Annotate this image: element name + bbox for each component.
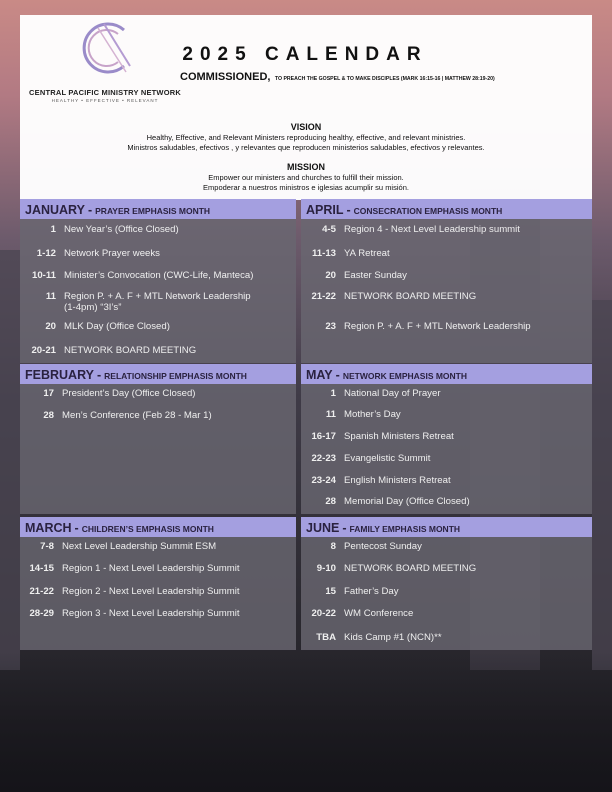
event-text: MLK Day (Office Closed) (64, 321, 170, 332)
event-row (301, 496, 470, 507)
event-text: Region 3 - Next Level Leadership Summit (62, 608, 240, 619)
event-text: Easter Sunday (344, 270, 407, 281)
event-row (20, 410, 212, 421)
event-text: YA Retreat (344, 248, 390, 259)
event-row (20, 270, 253, 281)
event-date: 20-22 (311, 608, 336, 619)
event-date: 22-23 (311, 453, 336, 464)
month-header: FEBRUARY - RELATIONSHIP EMPHASIS MONTH (20, 364, 296, 384)
event-date: 16-17 (311, 431, 336, 442)
event-text: Region 4 - Next Level Leadership summit (344, 224, 520, 235)
event-text: English Ministers Retreat (344, 475, 451, 486)
event-date: 17 (43, 388, 54, 399)
event-date: 15 (325, 586, 336, 597)
event-date: 23 (325, 321, 336, 332)
event-row (20, 541, 216, 552)
event-text: New Year’s (Office Closed) (64, 224, 179, 235)
event-text: Minister’s Convocation (CWC-Life, Manteca) (64, 270, 254, 281)
background-building (0, 250, 20, 670)
event-row (20, 563, 240, 574)
month-emphasis: PRAYER EMPHASIS MONTH (95, 206, 211, 216)
month-panel-may (301, 364, 592, 514)
event-row (301, 475, 451, 486)
month-panel-june (301, 517, 592, 650)
month-name: FEBRUARY (25, 368, 94, 382)
network-logo-icon (82, 18, 138, 78)
event-date: 14-15 (29, 563, 54, 574)
org-tagline: HEALTHY • EFFECTIVE • RELEVANT (51, 98, 159, 103)
month-header: APRIL - CONSECRATION EMPHASIS MONTH (301, 199, 592, 219)
event-text: Region 2 - Next Level Leadership Summit (62, 586, 240, 597)
page-subtitle (180, 67, 580, 85)
event-row (301, 248, 390, 259)
month-name: JANUARY (25, 203, 85, 217)
event-text: National Day of Prayer (344, 388, 441, 399)
event-text: Mother’s Day (344, 409, 401, 420)
event-row (301, 453, 430, 464)
event-date: 1 (330, 388, 336, 399)
event-date: 1 (50, 224, 56, 235)
month-emphasis: FAMILY EMPHASIS MONTH (349, 524, 461, 534)
month-name: MARCH (25, 521, 72, 535)
event-text: Network Prayer weeks (64, 248, 160, 259)
event-row (301, 632, 442, 643)
mission-line-english: Empower our ministers and churches to fulfill their mission. (208, 173, 404, 182)
event-row (301, 270, 407, 281)
event-date: 28 (43, 410, 54, 421)
event-date: 20-21 (31, 345, 56, 356)
event-row (20, 248, 160, 259)
event-row (301, 541, 422, 552)
event-row (20, 224, 179, 235)
subtitle-main: COMMISSIONED, (180, 71, 271, 83)
event-row (301, 291, 476, 302)
event-date: 21-22 (311, 291, 336, 302)
month-name: APRIL (306, 203, 344, 217)
event-text: NETWORK BOARD MEETING (64, 345, 197, 356)
event-date: 8 (330, 541, 336, 552)
event-row (20, 345, 196, 356)
event-text (56, 291, 251, 313)
event-row (301, 321, 531, 332)
event-row (301, 608, 413, 619)
event-row (301, 563, 476, 574)
event-date: 1-12 (36, 248, 56, 259)
month-panel-march (20, 517, 296, 650)
event-text: Evangelistic Summit (344, 453, 431, 464)
event-date: 20 (325, 270, 336, 281)
event-row (301, 224, 520, 235)
month-header: JUNE - FAMILY EMPHASIS MONTH (301, 517, 592, 537)
org-name: CENTRAL PACIFIC MINISTRY NETWORK (29, 88, 181, 97)
event-date: 4-5 (322, 224, 336, 235)
event-row (20, 388, 195, 399)
event-row (301, 388, 441, 399)
month-header: JANUARY - PRAYER EMPHASIS MONTH (20, 199, 296, 219)
event-row (301, 586, 399, 597)
month-name: JUNE (306, 521, 340, 535)
event-text-line: Region P. + A. F + MTL Network Leadership (64, 291, 251, 302)
background-city-lights (0, 652, 612, 792)
event-date: 11 (45, 291, 56, 302)
event-row (20, 321, 170, 332)
event-text: President’s Day (Office Closed) (62, 388, 196, 399)
vision-heading: VISION (290, 122, 322, 132)
event-date: 11-13 (311, 248, 336, 259)
event-text: Region P. + A. F + MTL Network Leadership (344, 321, 531, 332)
event-date: 7-8 (40, 541, 54, 552)
event-date: 23-24 (311, 475, 336, 486)
page-title: 2025 CALENDAR (182, 44, 428, 65)
event-row (301, 431, 454, 442)
vision-line-english: Healthy, Effective, and Relevant Ministers reproducing healthy, effective, and relevant ministries. (146, 133, 466, 142)
month-emphasis: NETWORK EMPHASIS MONTH (342, 371, 468, 381)
month-panel-february (20, 364, 296, 514)
event-text: Memorial Day (Office Closed) (344, 496, 470, 507)
month-panel-april (301, 199, 592, 363)
event-date: 10-11 (31, 270, 56, 281)
mission-line-spanish: Empoderar a nuestros ministros e iglesias acumplir su misión. (203, 183, 409, 192)
mission-heading: MISSION (286, 162, 325, 172)
event-date: 28 (325, 496, 336, 507)
month-panel-january (20, 199, 296, 363)
event-text: Spanish Ministers Retreat (344, 431, 454, 442)
event-date: 20 (45, 321, 56, 332)
event-text: WM Conference (344, 608, 414, 619)
event-row (301, 409, 401, 420)
month-name: MAY (306, 368, 333, 382)
event-row (20, 586, 240, 597)
event-date: 11 (325, 409, 336, 420)
month-emphasis: CHILDREN’S EMPHASIS MONTH (81, 524, 214, 534)
event-text: Pentecost Sunday (344, 541, 422, 552)
event-text: Kids Camp #1 (NCN)** (344, 632, 442, 643)
event-text: Father’s Day (344, 586, 399, 597)
event-text-line: (1-4pm) “3I’s” (64, 302, 122, 313)
event-date: 9-10 (316, 563, 336, 574)
event-date: 28-29 (29, 608, 54, 619)
event-row (20, 291, 251, 313)
event-text: NETWORK BOARD MEETING (344, 563, 477, 574)
month-header: MARCH - CHILDREN’S EMPHASIS MONTH (20, 517, 296, 537)
month-emphasis: RELATIONSHIP EMPHASIS MONTH (104, 371, 247, 381)
event-text: Men’s Conference (Feb 28 - Mar 1) (62, 410, 212, 421)
month-header: MAY - NETWORK EMPHASIS MONTH (301, 364, 592, 384)
event-date: TBA (316, 632, 336, 643)
vision-line-spanish: Ministros saludables, efectivos , y relevantes que reproducen ministerios saludables, efectivos y relevantes. (127, 143, 485, 152)
event-text: NETWORK BOARD MEETING (344, 291, 477, 302)
event-row (20, 608, 240, 619)
event-text: Region 1 - Next Level Leadership Summit (62, 563, 240, 574)
event-text: Next Level Leadership Summit ESM (62, 541, 217, 552)
subtitle-reference: TO PREACH THE GOSPEL & TO MAKE DISCIPLES (MARK 16:15-16 | MATTHEW 28:19-20) (274, 76, 495, 82)
event-date: 21-22 (29, 586, 54, 597)
month-emphasis: CONSECRATION EMPHASIS MONTH (353, 206, 503, 216)
background-building (592, 300, 612, 670)
